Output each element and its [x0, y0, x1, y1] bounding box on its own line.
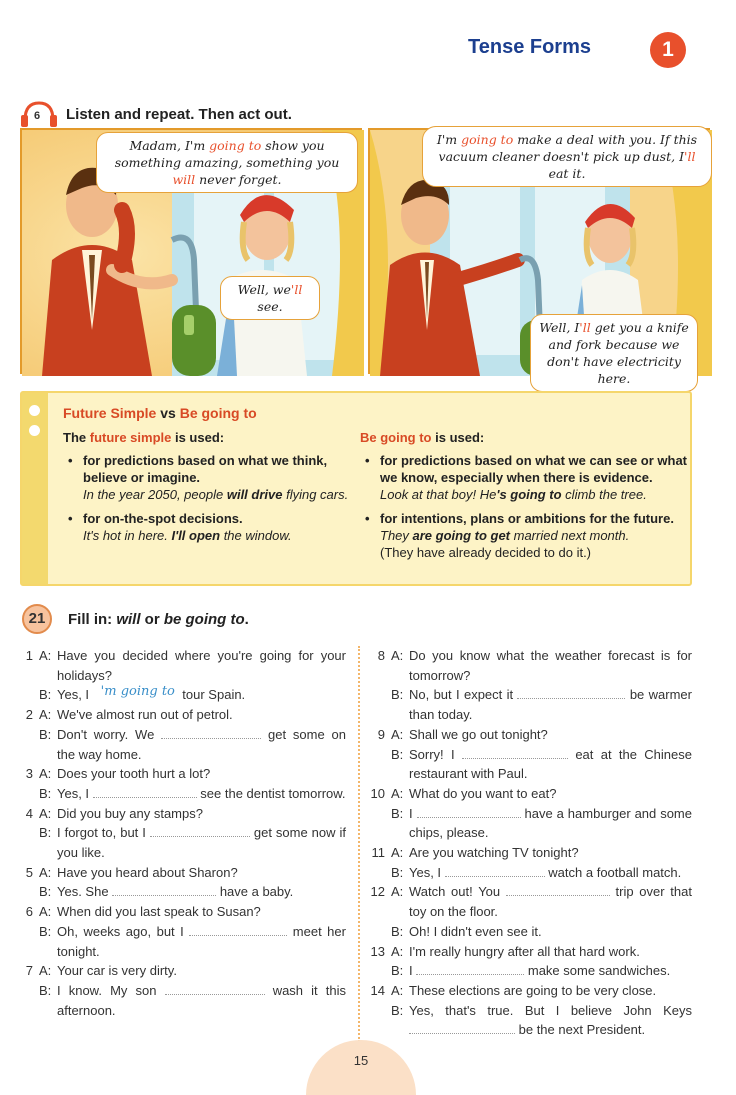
speaker-label: B:	[39, 982, 52, 998]
item-prompt: Have you heard about Sharon?	[57, 864, 238, 880]
item-response	[57, 685, 346, 705]
response-text: have a hamburger and some chips, please.	[409, 805, 692, 841]
speaker-label: A:	[391, 648, 404, 663]
exercise-item	[370, 646, 692, 725]
speaker-label: A:	[391, 726, 404, 742]
response-text: Oh, weeks ago, but I	[57, 923, 184, 939]
item-response	[409, 804, 692, 843]
bubble-highlight: 'll	[684, 149, 696, 164]
grammar-column-be-going-to	[360, 429, 690, 568]
exercise-instruction	[68, 611, 249, 628]
speaker-label: A:	[39, 707, 52, 723]
heading-highlight: future simple	[89, 430, 172, 445]
item-number: 14	[370, 982, 385, 998]
response-text: Yes, I	[57, 687, 90, 703]
exercise-number: 21	[22, 604, 52, 634]
grammar-title-b: Be going to	[179, 405, 257, 421]
item-response	[57, 922, 346, 961]
answer-blank[interactable]	[409, 1023, 515, 1034]
bubble-text: I'm	[436, 132, 462, 147]
example-text: married next month.	[510, 528, 630, 543]
speaker-label: B:	[391, 746, 404, 762]
response-text: Sorry! I	[409, 746, 455, 762]
grammar-title	[63, 405, 257, 421]
item-number: 12	[370, 884, 385, 900]
bullet-icon: •	[68, 511, 73, 526]
listen-text: Listen and repeat. Then act out.	[66, 105, 292, 123]
column-heading	[63, 429, 353, 446]
example-text: the window.	[220, 528, 292, 543]
item-prompt: Have you decided where you're going for your holidays?	[57, 648, 346, 683]
exercise-item	[18, 863, 346, 902]
comic-panel-1	[20, 128, 362, 374]
rule-example	[83, 486, 353, 503]
exercise-item	[18, 961, 346, 1020]
response-text: be warmer than today.	[409, 687, 692, 723]
instruction-text: Fill in:	[68, 610, 117, 628]
rule-note: (They have already decided to do it.)	[380, 545, 592, 560]
rule-example	[380, 486, 690, 503]
rule-text: for predictions based on what we think, believe or imagine.	[83, 453, 328, 485]
response-text: watch a football match.	[548, 864, 682, 880]
answer-blank[interactable]	[165, 984, 265, 995]
speaker-label: A:	[391, 785, 404, 801]
bubble-text: Madam, I'm	[129, 138, 210, 153]
track-number: 6	[34, 110, 41, 122]
bullet-icon: •	[365, 511, 370, 526]
grammar-rule	[360, 452, 690, 503]
speech-bubble-salesman-1	[96, 132, 358, 193]
exercise-item	[370, 784, 692, 843]
headphones-icon[interactable]	[20, 100, 58, 128]
heading-text: is used:	[431, 430, 485, 445]
unit-badge: 1	[650, 32, 686, 68]
bubble-text: eat it.	[548, 166, 586, 181]
response-text: tour Spain.	[182, 687, 246, 703]
item-prompt: We've almost run out of petrol.	[57, 707, 233, 723]
page-number: 15	[353, 1053, 369, 1068]
page-title: Tense Forms	[468, 36, 591, 58]
bubble-text: show you something amazing, something you	[114, 138, 340, 170]
speaker-label: A:	[391, 845, 404, 861]
response-text: see the dentist tomorrow.	[200, 785, 346, 801]
answer-blank[interactable]	[189, 925, 287, 936]
response-text: Yes, I	[409, 864, 442, 880]
speaker-label: B:	[391, 923, 404, 939]
response-text: Don't worry. We	[57, 726, 155, 742]
response-text: be the next President.	[518, 1022, 646, 1038]
grammar-rule	[63, 452, 353, 503]
item-response	[57, 725, 346, 764]
exercise-item	[18, 902, 346, 961]
item-number: 3	[25, 766, 33, 782]
response-text: Yes, that's true. But I believe John Keys	[409, 1002, 692, 1018]
speaker-label: B:	[391, 1002, 404, 1018]
response-text: I forgot to, but I	[57, 825, 146, 841]
answer-blank[interactable]	[150, 826, 250, 837]
example-text: They	[380, 528, 413, 543]
bubble-text: Well, I	[539, 320, 580, 335]
speaker-label: B:	[39, 923, 52, 939]
response-text: get some on the way home.	[57, 726, 346, 762]
speaker-label: B:	[391, 864, 404, 880]
item-response: Oh! I didn't even see it.	[409, 923, 542, 939]
response-text: get some now if you like.	[57, 825, 346, 861]
item-prompt: Does your tooth hurt a lot?	[57, 766, 211, 782]
instruction-italic: be going to	[163, 610, 245, 628]
item-response	[409, 863, 692, 883]
example-text: It's hot in here.	[83, 528, 172, 543]
item-response	[57, 981, 346, 1020]
grammar-column-future-simple	[63, 429, 353, 551]
bullet-icon: •	[68, 453, 73, 468]
speaker-label: A:	[39, 904, 52, 920]
heading-text: The	[63, 430, 90, 445]
prompt-text: Watch out! You	[409, 884, 501, 900]
bubble-highlight: will	[172, 172, 196, 187]
exercise-item	[370, 843, 692, 882]
example-text: In the year 2050, people	[83, 487, 227, 502]
response-text: make some sandwiches.	[527, 963, 671, 979]
speaker-label: A:	[39, 805, 52, 821]
answer-blank[interactable]	[93, 684, 179, 700]
item-prompt: When did you last speak to Susan?	[57, 904, 261, 920]
speaker-label: B:	[39, 785, 52, 801]
speaker-label: A:	[39, 864, 52, 880]
item-number: 13	[370, 943, 385, 959]
item-response	[57, 882, 346, 902]
item-response	[57, 823, 346, 862]
response-text: Yes, I	[57, 785, 90, 801]
bullet-icon: •	[365, 453, 370, 468]
item-prompt: Did you buy any stamps?	[57, 805, 203, 821]
item-response	[409, 961, 692, 981]
answer-blank[interactable]	[506, 885, 610, 896]
comic-panel-2	[368, 128, 710, 386]
example-bold: will drive	[226, 487, 283, 502]
grammar-box	[20, 391, 692, 586]
response-text: I	[409, 963, 413, 979]
response-text: eat at the Chinese restaurant with Paul.	[409, 746, 692, 782]
answer-blank[interactable]	[93, 787, 197, 798]
item-number: 8	[377, 648, 385, 663]
item-prompt: What do you want to eat?	[409, 785, 557, 801]
grammar-box-strip	[22, 393, 48, 584]
item-number: 7	[25, 963, 33, 979]
bubble-highlight: going to	[209, 138, 262, 153]
rule-text: for on-the-spot decisions.	[83, 511, 243, 526]
speech-bubble-woman-1	[220, 276, 320, 320]
speaker-label: B:	[39, 687, 52, 703]
response-text: have a baby.	[219, 884, 294, 900]
item-number: 11	[371, 845, 385, 861]
item-number: 1	[25, 648, 33, 663]
grammar-title-vs: vs	[156, 405, 180, 421]
item-response	[409, 745, 692, 784]
grammar-title-a: Future Simple	[63, 405, 157, 421]
exercise-item	[370, 725, 692, 784]
example-bold: I'll open	[171, 528, 221, 543]
exercise-header	[22, 604, 249, 634]
response-text: wash it this afternoon.	[57, 982, 346, 1018]
example-answer: 'm going to	[100, 684, 175, 700]
strip-dot	[29, 425, 40, 436]
exercise-item	[18, 705, 346, 764]
speaker-label: B:	[391, 963, 404, 979]
column-heading	[360, 429, 690, 446]
item-number: 9	[377, 726, 385, 742]
item-prompt: Are you watching TV tonight?	[409, 845, 579, 861]
bubble-text: never forget.	[195, 172, 282, 187]
bubble-highlight: 'll	[290, 282, 303, 297]
exercise-item	[370, 942, 692, 981]
speaker-label: B:	[39, 825, 52, 841]
heading-highlight: Be going to	[360, 430, 432, 445]
speaker-label: B:	[39, 884, 52, 900]
item-response	[57, 784, 346, 804]
response-text: I know. My son	[57, 982, 157, 998]
bubble-text: make a deal with you. If this vacuum cleaner doesn't pick up dust, I	[438, 132, 698, 164]
exercise-column-left	[18, 646, 346, 1020]
item-prompt: These elections are going to be very close.	[409, 982, 657, 998]
answer-blank[interactable]	[112, 885, 216, 896]
answer-blank[interactable]	[517, 688, 625, 699]
bubble-text: get you a knife and fork because we don't have electricity here.	[547, 320, 689, 386]
response-text: I	[409, 805, 413, 821]
rule-example	[83, 527, 353, 544]
bubble-text: Well, we	[237, 282, 291, 297]
speaker-label: A:	[391, 943, 404, 959]
item-number: 4	[25, 805, 33, 821]
item-prompt: Shall we go out tonight?	[409, 726, 548, 742]
example-bold: 's going to	[496, 487, 562, 502]
bubble-text: see.	[257, 299, 283, 314]
exercise-column-right	[370, 646, 692, 1040]
item-response	[409, 685, 692, 724]
heading-text: is used:	[171, 430, 225, 445]
bubble-highlight: 'll	[579, 320, 591, 335]
answer-blank[interactable]	[161, 728, 261, 739]
example-text: climb the tree.	[561, 487, 647, 502]
bubble-highlight: going to	[461, 132, 514, 147]
instruction-text: .	[244, 610, 249, 628]
speaker-label: B:	[39, 726, 52, 742]
example-text: flying cars.	[282, 487, 349, 502]
grammar-rule	[360, 510, 690, 561]
strip-dot	[29, 405, 40, 416]
exercise-item	[370, 882, 692, 941]
response-text: No, but I expect it	[409, 687, 514, 703]
speech-bubble-woman-2	[530, 314, 698, 392]
item-prompt: Your car is very dirty.	[57, 963, 177, 979]
answer-blank[interactable]	[462, 748, 568, 759]
answer-blank[interactable]	[445, 866, 545, 877]
prompt-text: trip over that toy on the floor.	[409, 884, 692, 920]
item-prompt	[409, 882, 692, 921]
rule-text: for predictions based on what we can see or what we know, especially when there is evidence.	[380, 453, 688, 485]
rule-text: for intentions, plans or ambitions for the future.	[380, 511, 674, 526]
column-divider	[358, 646, 360, 1042]
example-bold: are going to get	[412, 528, 511, 543]
response-text: meet her tonight.	[57, 923, 346, 959]
listen-instruction	[20, 100, 292, 128]
item-prompt: I'm really hungry after all that hard work.	[409, 943, 640, 959]
exercise-item	[18, 646, 346, 705]
speaker-label: A:	[39, 648, 52, 663]
speaker-label: A:	[391, 982, 404, 998]
speaker-label: B:	[391, 687, 404, 703]
example-text: Look at that boy! He	[380, 487, 497, 502]
response-text: Yes. She	[57, 884, 109, 900]
exercise-item	[18, 764, 346, 803]
answer-blank[interactable]	[416, 964, 524, 975]
instruction-text: or	[140, 610, 164, 628]
speech-bubble-salesman-2	[422, 126, 712, 187]
speaker-label: A:	[39, 963, 52, 979]
grammar-rule	[63, 510, 353, 544]
item-number: 10	[370, 785, 385, 801]
item-number: 6	[25, 904, 33, 920]
exercise-item	[18, 804, 346, 863]
item-response	[409, 1001, 692, 1040]
rule-example	[380, 527, 690, 544]
instruction-italic: will	[116, 610, 141, 628]
item-number: 5	[25, 864, 33, 880]
item-prompt: Do you know what the weather forecast is for tomorrow?	[409, 648, 692, 683]
exercise-item	[370, 981, 692, 1040]
item-number: 2	[25, 707, 33, 723]
speaker-label: A:	[391, 884, 404, 900]
speaker-label: A:	[39, 766, 52, 782]
answer-blank[interactable]	[417, 807, 521, 818]
speaker-label: B:	[391, 805, 404, 821]
